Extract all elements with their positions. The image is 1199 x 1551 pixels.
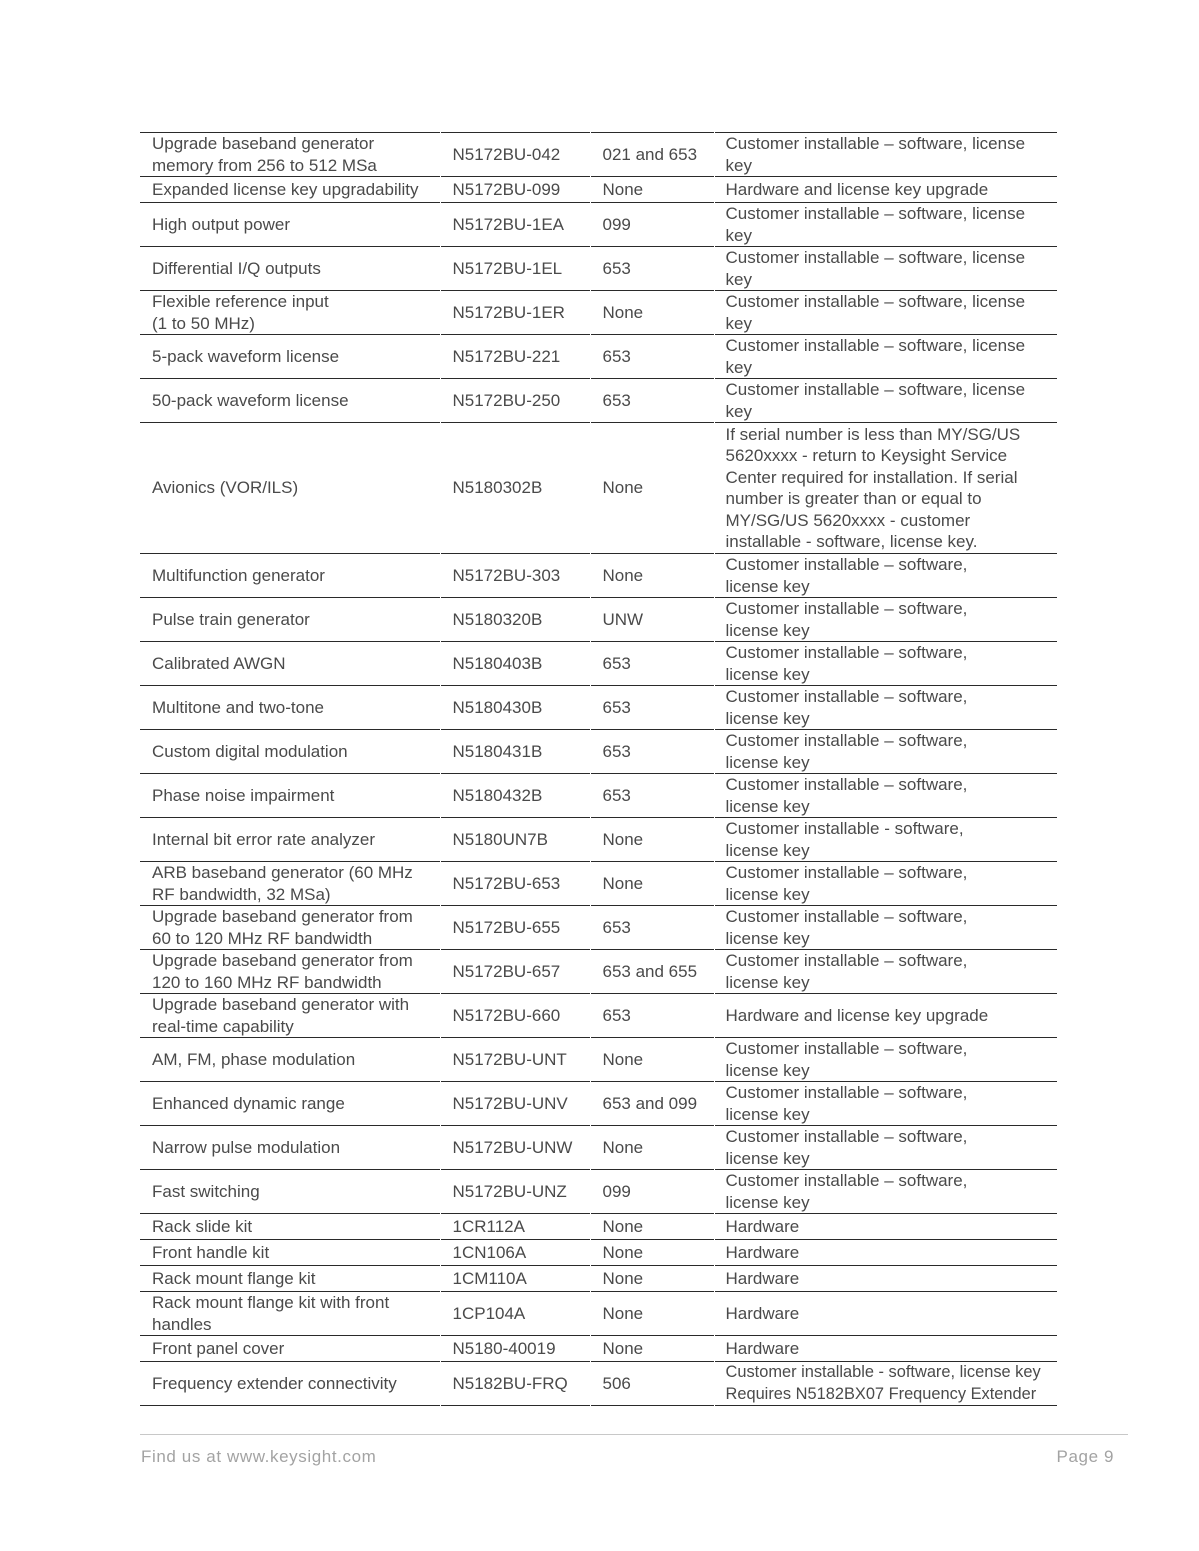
cell-description: Pulse train generator bbox=[152, 609, 310, 629]
cell-description: 50-pack waveform license bbox=[152, 390, 349, 410]
cell-description: Avionics (VOR/ILS) bbox=[152, 478, 299, 498]
cell-model: N5172BU-UNT bbox=[440, 1038, 590, 1082]
table-row bbox=[140, 906, 1057, 950]
table-row bbox=[140, 203, 1057, 247]
table-row bbox=[140, 686, 1057, 730]
footer-divider bbox=[140, 1434, 1128, 1435]
cell-description: Upgrade baseband generator from 120 to 160 MHz RF bandwidth bbox=[152, 951, 413, 992]
cell-installation: Customer installable – software, license key bbox=[714, 598, 1057, 642]
cell-model: N5180431B bbox=[440, 730, 590, 774]
cell-installation: Customer installable – software, license key bbox=[714, 1038, 1057, 1082]
cell-model: 1CP104A bbox=[440, 1292, 590, 1336]
cell-model: N5172BU-099 bbox=[440, 177, 590, 203]
cell-prerequisite: 099 bbox=[590, 1170, 714, 1214]
cell-description: AM, FM, phase modulation bbox=[152, 1049, 356, 1069]
cell-description: Rack mount flange kit with front handles bbox=[152, 1293, 390, 1334]
cell-description: Rack slide kit bbox=[152, 1216, 253, 1236]
cell-model: N5182BU-FRQ bbox=[440, 1362, 590, 1406]
cell-model: N5172BU-042 bbox=[440, 133, 590, 177]
table-row bbox=[140, 554, 1057, 598]
table-row bbox=[140, 1292, 1057, 1336]
table-row bbox=[140, 1170, 1057, 1214]
table-row bbox=[140, 1214, 1057, 1240]
cell-model: 1CM110A bbox=[440, 1266, 590, 1292]
cell-prerequisite: 653 bbox=[590, 774, 714, 818]
cell-model: N5172BU-655 bbox=[440, 906, 590, 950]
cell-model: N5172BU-1EA bbox=[440, 203, 590, 247]
cell-model: N5172BU-303 bbox=[440, 554, 590, 598]
cell-installation: Customer installable – software, license key bbox=[714, 335, 1057, 379]
cell-prerequisite: None bbox=[590, 862, 714, 906]
cell-installation: Customer installable – software, license key bbox=[714, 730, 1057, 774]
cell-prerequisite: None bbox=[590, 291, 714, 335]
cell-description: 5-pack waveform license bbox=[152, 346, 340, 366]
cell-description: Fast switching bbox=[152, 1181, 260, 1201]
cell-installation: Customer installable – software, license key bbox=[714, 1082, 1057, 1126]
cell-installation: Customer installable – software, license key bbox=[714, 247, 1057, 291]
cell-prerequisite: None bbox=[590, 1038, 714, 1082]
cell-installation: Hardware bbox=[714, 1336, 1057, 1362]
table-row bbox=[140, 1240, 1057, 1266]
table-row bbox=[140, 818, 1057, 862]
cell-description: Frequency extender connectivity bbox=[152, 1373, 397, 1393]
cell-model: N5172BU-657 bbox=[440, 950, 590, 994]
cell-prerequisite: None bbox=[590, 1214, 714, 1240]
cell-prerequisite: 653 bbox=[590, 247, 714, 291]
cell-prerequisite: 653 and 099 bbox=[590, 1082, 714, 1126]
cell-installation: Customer installable - software, license key Requires N5182BX07 Frequency Extender bbox=[714, 1362, 1057, 1406]
cell-model: N5180430B bbox=[440, 686, 590, 730]
cell-installation: Customer installable – software, license key bbox=[714, 133, 1057, 177]
cell-description: Flexible reference input (1 to 50 MHz) bbox=[152, 292, 329, 333]
cell-prerequisite: None bbox=[590, 554, 714, 598]
table-row bbox=[140, 730, 1057, 774]
cell-installation: If serial number is less than MY/SG/US 5620xxxx - return to Keysight Service Center required for installation. If serial number is greater than or equal to MY/SG/US 5620xxxx - customer installable - software, license key. bbox=[714, 423, 1057, 554]
cell-model: N5172BU-1EL bbox=[440, 247, 590, 291]
cell-model: N5180UN7B bbox=[440, 818, 590, 862]
cell-installation: Hardware bbox=[714, 1214, 1057, 1240]
cell-prerequisite: 653 bbox=[590, 335, 714, 379]
table-row bbox=[140, 862, 1057, 906]
cell-installation: Customer installable – software, license key bbox=[714, 203, 1057, 247]
cell-description: Multifunction generator bbox=[152, 565, 325, 585]
table-row bbox=[140, 642, 1057, 686]
cell-description: Front handle kit bbox=[152, 1242, 270, 1262]
cell-description: Enhanced dynamic range bbox=[152, 1093, 345, 1113]
cell-installation: Customer installable – software, license key bbox=[714, 862, 1057, 906]
cell-model: 1CN106A bbox=[440, 1240, 590, 1266]
cell-installation: Customer installable – software, license key bbox=[714, 1170, 1057, 1214]
cell-model: N5180320B bbox=[440, 598, 590, 642]
cell-installation: Customer installable - software, license key bbox=[714, 818, 1057, 862]
cell-prerequisite: 099 bbox=[590, 203, 714, 247]
cell-installation: Customer installable – software, license key bbox=[714, 1126, 1057, 1170]
footer-website: Find us at www.keysight.com bbox=[141, 1447, 377, 1466]
cell-description: Narrow pulse modulation bbox=[152, 1137, 341, 1157]
table-row bbox=[140, 379, 1057, 423]
table-row bbox=[140, 247, 1057, 291]
table-row bbox=[140, 335, 1057, 379]
cell-installation: Hardware and license key upgrade bbox=[714, 177, 1057, 203]
cell-prerequisite: None bbox=[590, 1240, 714, 1266]
cell-model: N5172BU-UNV bbox=[440, 1082, 590, 1126]
cell-model: N5172BU-UNW bbox=[440, 1126, 590, 1170]
cell-model: N5180302B bbox=[440, 423, 590, 554]
cell-model: N5172BU-221 bbox=[440, 335, 590, 379]
cell-installation: Hardware and license key upgrade bbox=[714, 994, 1057, 1038]
table-row bbox=[140, 423, 1057, 554]
cell-prerequisite: 653 and 655 bbox=[590, 950, 714, 994]
cell-prerequisite: 653 bbox=[590, 642, 714, 686]
cell-prerequisite: None bbox=[590, 423, 714, 554]
cell-model: N5172BU-1ER bbox=[440, 291, 590, 335]
options-table bbox=[140, 132, 1057, 1406]
cell-installation: Customer installable – software, license key bbox=[714, 554, 1057, 598]
cell-model: N5180-40019 bbox=[440, 1336, 590, 1362]
cell-model: N5172BU-UNZ bbox=[440, 1170, 590, 1214]
cell-installation: Customer installable – software, license key bbox=[714, 686, 1057, 730]
table-row bbox=[140, 598, 1057, 642]
cell-installation: Customer installable – software, license key bbox=[714, 950, 1057, 994]
cell-prerequisite: 653 bbox=[590, 379, 714, 423]
cell-description: Upgrade baseband generator memory from 256 to 512 MSa bbox=[152, 134, 377, 175]
table-row bbox=[140, 1336, 1057, 1362]
table-row bbox=[140, 177, 1057, 203]
cell-prerequisite: 653 bbox=[590, 730, 714, 774]
options-table-body bbox=[140, 133, 1057, 1406]
cell-prerequisite: 653 bbox=[590, 994, 714, 1038]
cell-installation: Hardware bbox=[714, 1266, 1057, 1292]
cell-model: 1CR112A bbox=[440, 1214, 590, 1240]
footer-page-number: Page 9 bbox=[1056, 1447, 1114, 1466]
table-row bbox=[140, 1266, 1057, 1292]
table-row bbox=[140, 1362, 1057, 1406]
cell-prerequisite: 653 bbox=[590, 906, 714, 950]
cell-description: Internal bit error rate analyzer bbox=[152, 829, 375, 849]
cell-description: Rack mount flange kit bbox=[152, 1268, 316, 1288]
cell-description: Custom digital modulation bbox=[152, 741, 348, 761]
cell-model: N5172BU-250 bbox=[440, 379, 590, 423]
cell-installation: Customer installable – software, license key bbox=[714, 774, 1057, 818]
cell-prerequisite: UNW bbox=[590, 598, 714, 642]
table-row bbox=[140, 1126, 1057, 1170]
cell-installation: Customer installable – software, license key bbox=[714, 642, 1057, 686]
cell-prerequisite: None bbox=[590, 1266, 714, 1292]
cell-prerequisite: None bbox=[590, 1336, 714, 1362]
cell-model: N5172BU-660 bbox=[440, 994, 590, 1038]
cell-prerequisite: None bbox=[590, 1126, 714, 1170]
cell-description: Calibrated AWGN bbox=[152, 653, 286, 673]
cell-description: Upgrade baseband generator from 60 to 120 MHz RF bandwidth bbox=[152, 907, 413, 948]
cell-description: Expanded license key upgradability bbox=[152, 179, 419, 199]
cell-prerequisite: 506 bbox=[590, 1362, 714, 1406]
table-row bbox=[140, 291, 1057, 335]
cell-model: N5180403B bbox=[440, 642, 590, 686]
cell-model: N5172BU-653 bbox=[440, 862, 590, 906]
cell-prerequisite: None bbox=[590, 177, 714, 203]
cell-description: Front panel cover bbox=[152, 1338, 285, 1358]
cell-installation: Customer installable – software, license key bbox=[714, 291, 1057, 335]
table-row bbox=[140, 950, 1057, 994]
cell-prerequisite: 653 bbox=[590, 686, 714, 730]
cell-installation: Customer installable – software, license key bbox=[714, 379, 1057, 423]
table-row bbox=[140, 133, 1057, 177]
cell-model: N5180432B bbox=[440, 774, 590, 818]
cell-description: High output power bbox=[152, 214, 290, 234]
cell-prerequisite: 021 and 653 bbox=[590, 133, 714, 177]
table-row bbox=[140, 1082, 1057, 1126]
cell-description: Phase noise impairment bbox=[152, 785, 335, 805]
cell-prerequisite: None bbox=[590, 818, 714, 862]
cell-installation: Customer installable – software, license key bbox=[714, 906, 1057, 950]
cell-prerequisite: None bbox=[590, 1292, 714, 1336]
table-row bbox=[140, 994, 1057, 1038]
cell-installation: Hardware bbox=[714, 1240, 1057, 1266]
cell-description: Multitone and two-tone bbox=[152, 697, 324, 717]
table-row bbox=[140, 1038, 1057, 1082]
table-row bbox=[140, 774, 1057, 818]
cell-description: Differential I/Q outputs bbox=[152, 258, 321, 278]
cell-description: Upgrade baseband generator with real-time capability bbox=[152, 995, 410, 1036]
cell-installation: Hardware bbox=[714, 1292, 1057, 1336]
cell-description: ARB baseband generator (60 MHz RF bandwidth, 32 MSa) bbox=[152, 863, 413, 904]
